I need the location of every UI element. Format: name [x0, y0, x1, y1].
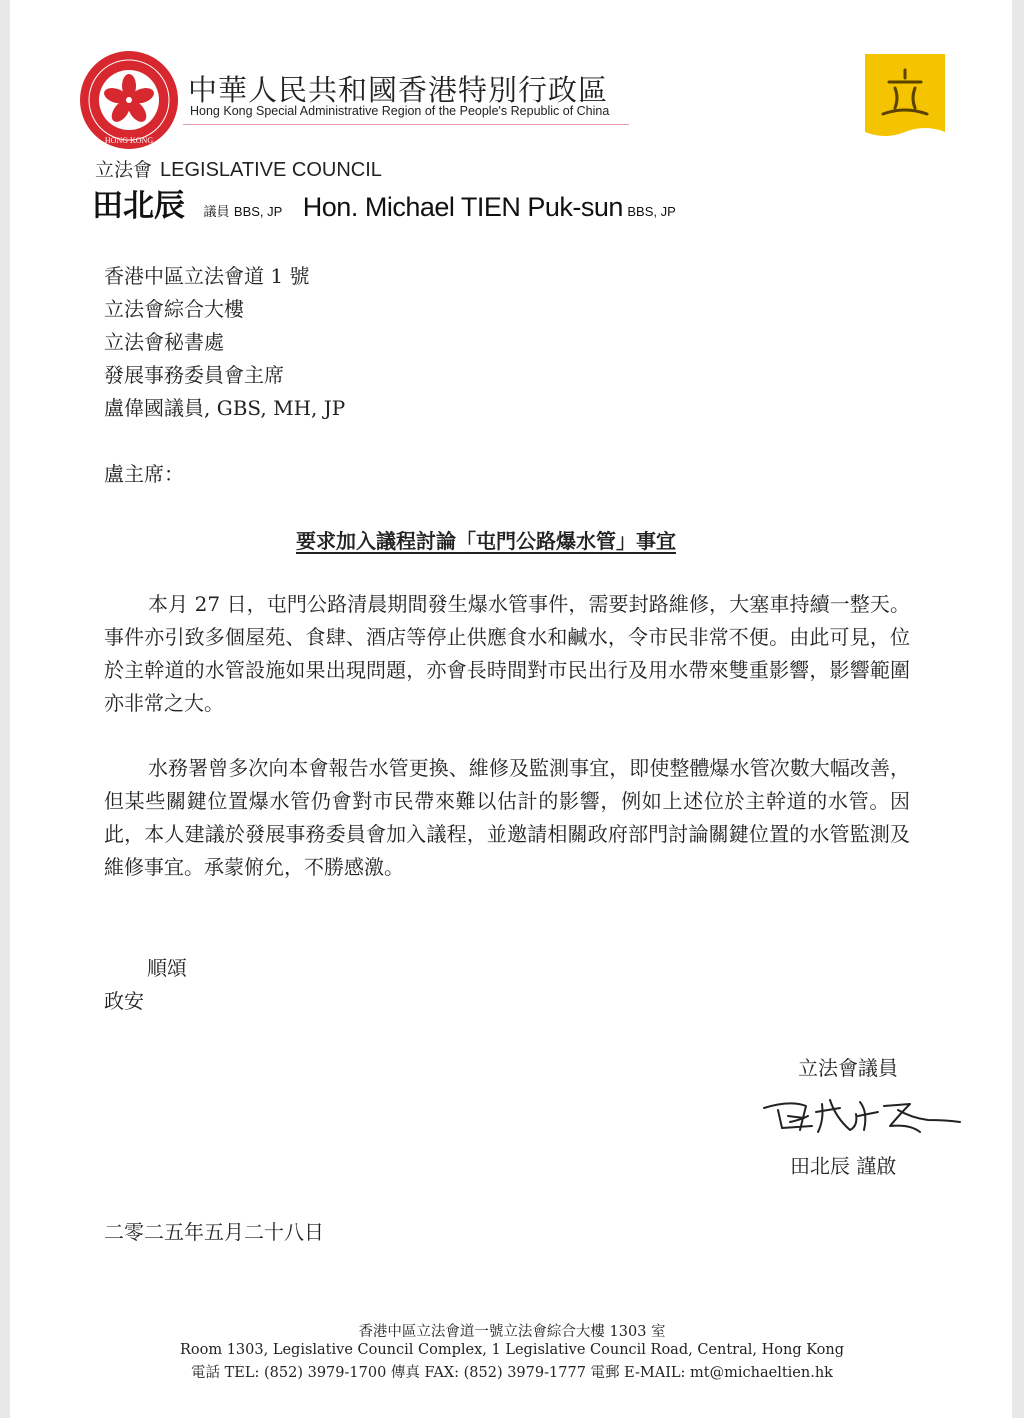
body-paragraph-1: 本月 27 日，屯門公路清晨期間發生爆水管事件，需要封路維修，大塞車持續一整天。事件亦引致多個屋苑、食肆、酒店等停止供應食水和鹹水，令市民非常不便。由此可見，位於主幹道的水管設施如果出現問題，亦會長時間對市民出行及用水帶來雙重影響，影響範圍亦非常之大。	[104, 592, 910, 715]
closing-line-2: 政安	[104, 989, 144, 1013]
footer-contact: 電話 TEL: (852) 3979-1700 傳真 FAX: (852) 3979-1777 電郵 E-MAIL: mt@michaeltien.hk	[191, 1365, 833, 1381]
signer-title: 立法會議員	[798, 1056, 898, 1080]
salutation: 盧主席：	[104, 462, 184, 486]
subject-heading: 要求加入議程討論「屯門公路爆水管」事宜	[296, 529, 676, 553]
signer-name: 田北辰 謹啟	[790, 1154, 897, 1178]
member-name-zh: 田北辰	[92, 188, 185, 224]
recipient-line: 盧偉國議員, GBS, MH, JP	[104, 396, 346, 420]
emblem-text: HONG KONG	[104, 136, 154, 145]
recipient-line: 發展事務委員會主席	[104, 363, 284, 387]
legco-logo-icon	[865, 54, 945, 138]
member-name-en: Hon. Michael TIEN Puk-sun	[302, 192, 623, 222]
closing-line-1: 順頌	[147, 956, 187, 980]
member-role-zh: 議員	[203, 204, 230, 219]
recipient-line: 立法會秘書處	[104, 330, 224, 354]
footer-address-en: Room 1303, Legislative Council Complex, 1 Legislative Council Road, Central, Hong Kong	[179, 1342, 845, 1358]
legco-line	[95, 155, 382, 182]
member-honours: BBS, JP	[233, 204, 283, 219]
handwritten-signature	[760, 1086, 965, 1146]
hksar-title-zh: 中華人民共和國香港特別行政區	[188, 73, 609, 107]
recipient-address	[104, 260, 345, 425]
footer-address-zh: 香港中區立法會道一號立法會綜合大樓 1303 室	[358, 1324, 666, 1340]
hksar-emblem-icon	[79, 50, 179, 150]
legco-zh: 立法會	[95, 159, 153, 181]
member-honours-en: BBS, JP	[627, 204, 676, 219]
page-edge-right	[1012, 0, 1024, 1418]
legco-en: LEGISLATIVE COUNCIL	[160, 159, 382, 181]
header-rule	[183, 124, 629, 125]
body-paragraph-2: 水務署曾多次向本會報告水管更換、維修及監測事宜，即使整體爆水管次數大幅改善，但某些關鍵位置爆水管仍會對市民帶來難以估計的影響，例如上述位於主幹道的水管。因此，本人建議於發展事務委員會加入議程，並邀請相關政府部門討論關鍵位置的水管監測及維修事宜。承蒙俯允，不勝感激。	[104, 756, 910, 879]
letter-date: 二零二五年五月二十八日	[104, 1220, 324, 1244]
page-edge-left	[0, 0, 10, 1418]
hksar-title-en: Hong Kong Special Administrative Region of the People's Republic of China	[190, 104, 610, 118]
recipient-line: 立法會綜合大樓	[104, 297, 244, 321]
recipient-line: 香港中區立法會道 1 號	[104, 264, 310, 288]
member-name-line	[92, 180, 676, 225]
